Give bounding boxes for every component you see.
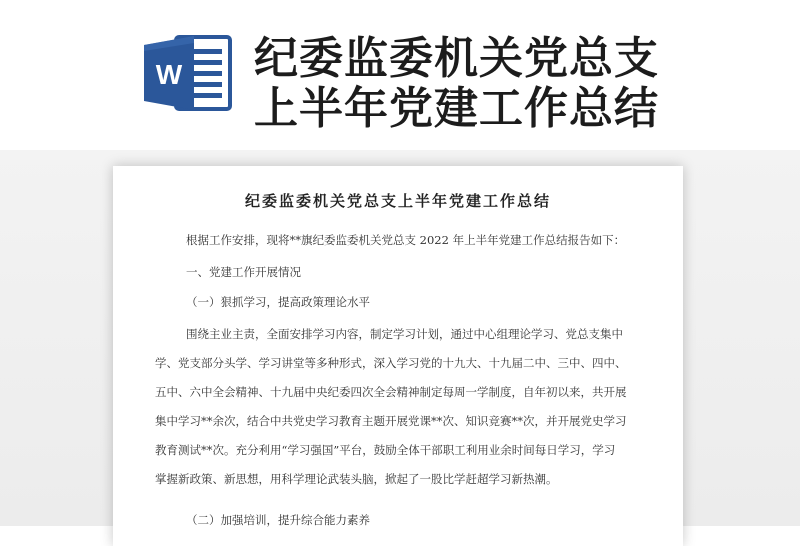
header-banner	[0, 0, 800, 165]
paragraph-line: 集中学习**余次，结合中共党史学习教育主题开展党课**次、知识竞赛**次，并开展党史学习	[155, 414, 627, 428]
paragraph-line: 学、党支部分头学、学习讲堂等多种形式，深入学习党的十九大、十九届二中、三中、四中、	[155, 356, 627, 370]
word-document-icon	[142, 33, 234, 113]
paragraph-line: 掌握新政策、新思想，用科学理论武装头脑，掀起了一股比学赶超学习新热潮。	[155, 472, 558, 486]
page-title-line1: 纪委监委机关党总支	[254, 33, 659, 84]
paragraph-line: 五中、六中全会精神、十九届中央纪委四次全会精神制定每周一学制度，自年初以来，共开展	[155, 385, 627, 399]
paragraph-line: 围绕主业主责，全面安排学习内容，制定学习计划，通过中心组理论学习、党总支集中	[186, 327, 623, 341]
page-title-line2: 上半年党建工作总结	[254, 83, 659, 134]
document-title: 纪委监委机关党总支上半年党建工作总结	[244, 192, 551, 210]
document-page	[113, 166, 683, 546]
word-icon-letter: W	[155, 59, 183, 90]
page-title	[254, 34, 659, 134]
document-intro: 根据工作安排，现将**旗纪委监委机关党总支 2022 年上半年党建工作总结报告如下：	[186, 233, 626, 247]
subsection-heading-1: （一）狠抓学习，提高政策理论水平	[186, 295, 370, 309]
subsection-heading-2: （二）加强培训，提升综合能力素养	[186, 513, 370, 527]
section-heading-1: 一、党建工作开展情况	[186, 265, 301, 279]
paragraph-line: 教育测试**次。充分利用“学习强国”平台，鼓励全体干部职工利用业余时间每日学习，学习	[155, 443, 616, 457]
